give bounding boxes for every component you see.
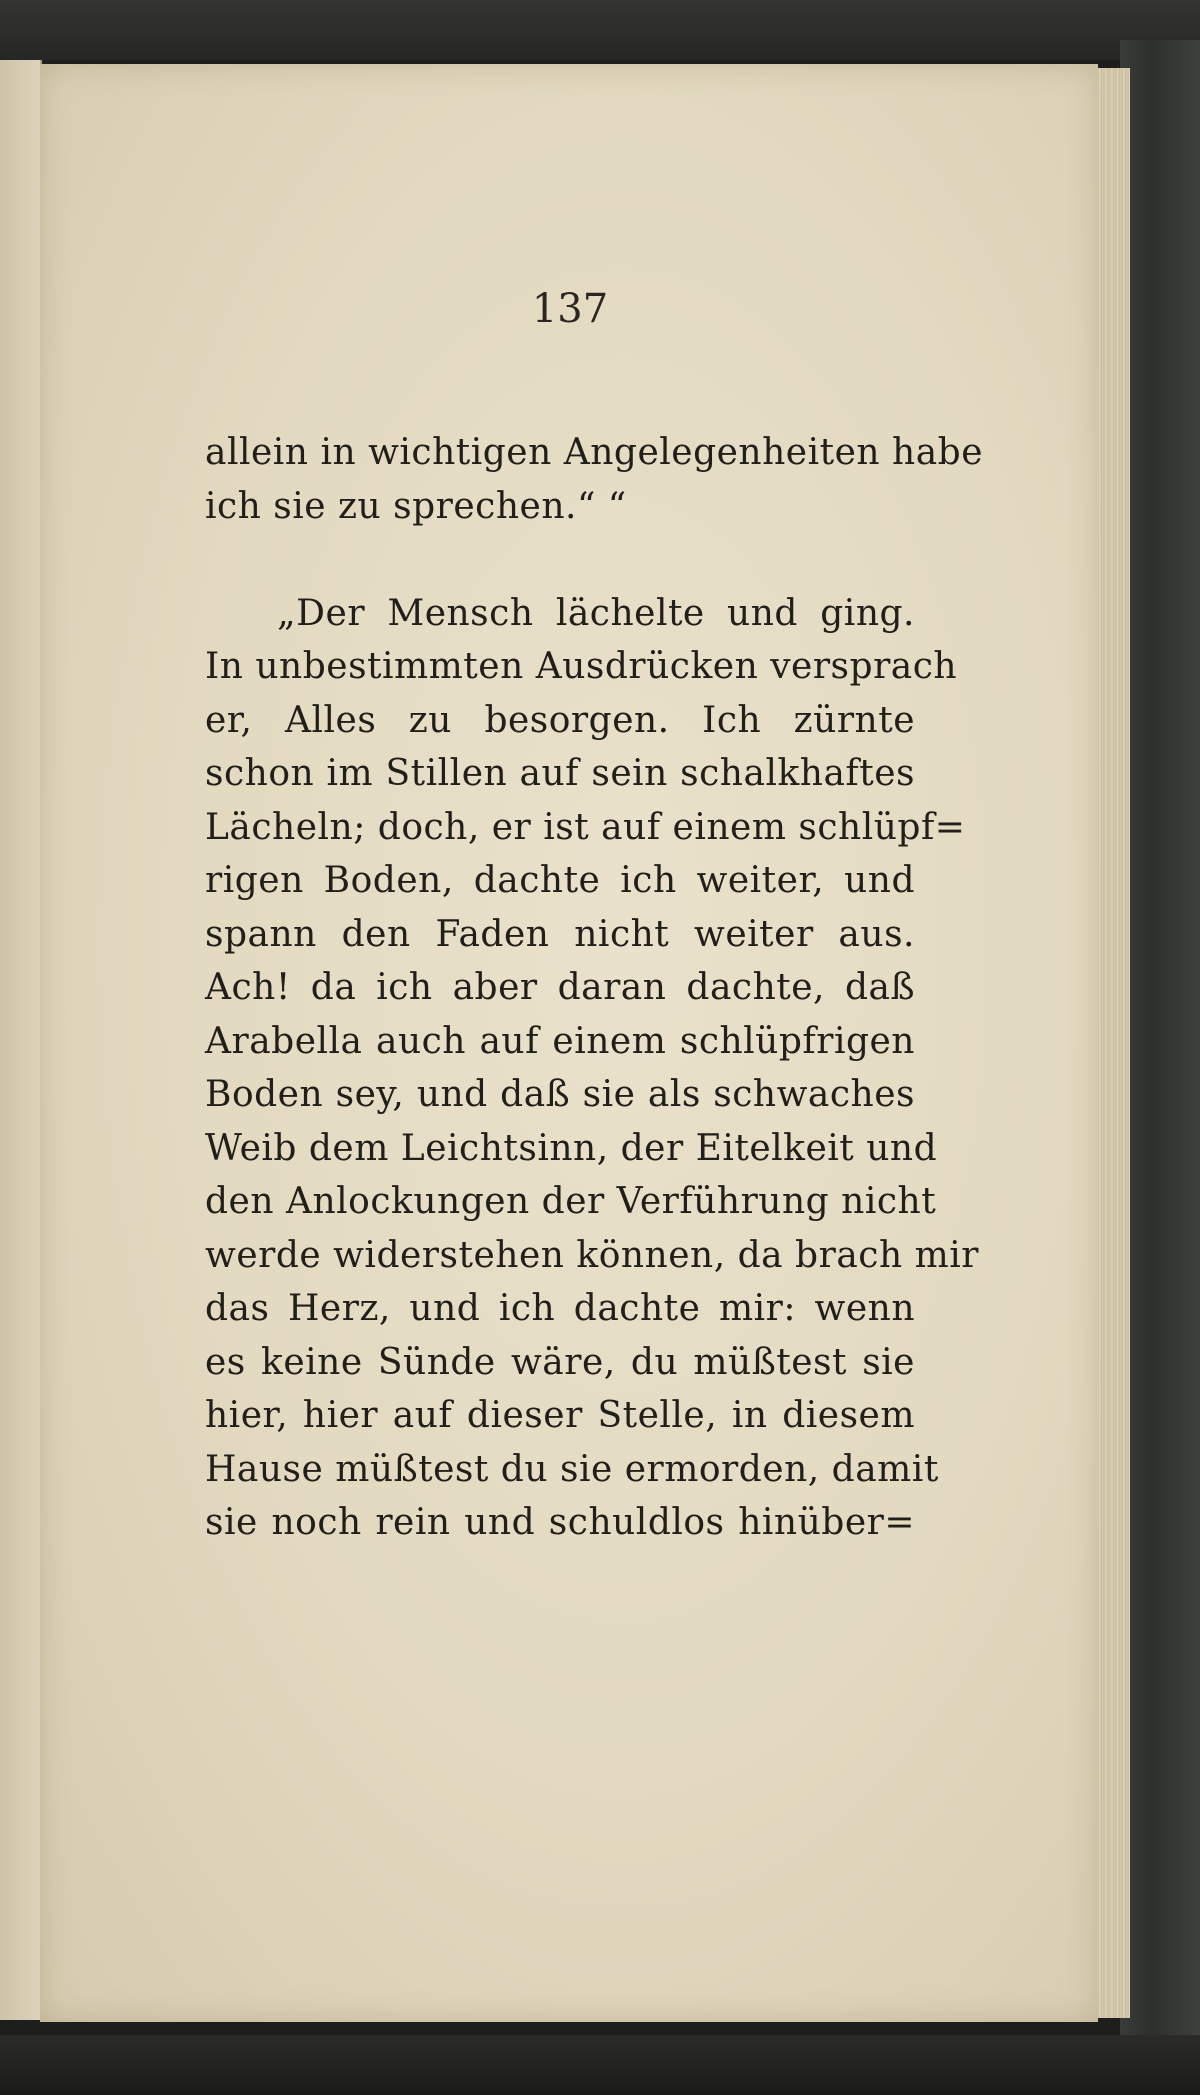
text-line: Hause müßtest du sie ermorden, damit (205, 1448, 939, 1490)
text-line: den Anlockungen der Verführung nicht (205, 1181, 937, 1222)
previous-page-edge (0, 60, 42, 2020)
text-line: werde widerstehen können, da brach mir (205, 1234, 979, 1276)
page-text (205, 426, 984, 1550)
text-line: sie noch rein und schuldlos hinüber= (205, 1502, 915, 1543)
text-line: Arabella auch auf einem schlüpfrigen (205, 1020, 915, 1062)
text-line: ich sie zu sprechen.“ “ (205, 485, 627, 527)
text-line: es keine Sünde wäre, du müßtest sie (205, 1341, 915, 1383)
text-line: „Der Mensch lächelte und ging. (277, 592, 915, 634)
text-line: rigen Boden, dachte ich weiter, und (205, 860, 915, 901)
text-line: schon im Stillen auf sein schalkhaftes (205, 753, 915, 794)
text-line: hier, hier auf dieser Stelle, in diesem (205, 1395, 915, 1436)
text-line: spann den Faden nicht weiter aus. (205, 913, 915, 955)
text-line: Weib dem Leichtsinn, der Eitelkeit und (205, 1127, 938, 1169)
text-line: Ach! da ich aber daran dachte, daß (205, 967, 915, 1008)
book-cover-bottom (0, 2035, 1200, 2095)
paragraph-gap (205, 533, 915, 587)
text-line: allein in wichtigen Angelegenheiten habe (205, 432, 984, 473)
book-cover-right (1120, 40, 1200, 2070)
text-line: Lächeln; doch, er ist auf einem schlüpf= (205, 806, 966, 848)
book-page (40, 64, 1098, 2022)
text-line: das Herz, und ich dachte mir: wenn (205, 1288, 915, 1329)
page-number: 137 (531, 286, 609, 332)
text-line: er, Alles zu besorgen. Ich zürnte (205, 699, 915, 741)
text-line: Boden sey, und daß sie als schwaches (205, 1074, 915, 1115)
book-cover-top (0, 0, 1200, 60)
text-line: In unbestimmten Ausdrücken versprach (205, 646, 958, 687)
